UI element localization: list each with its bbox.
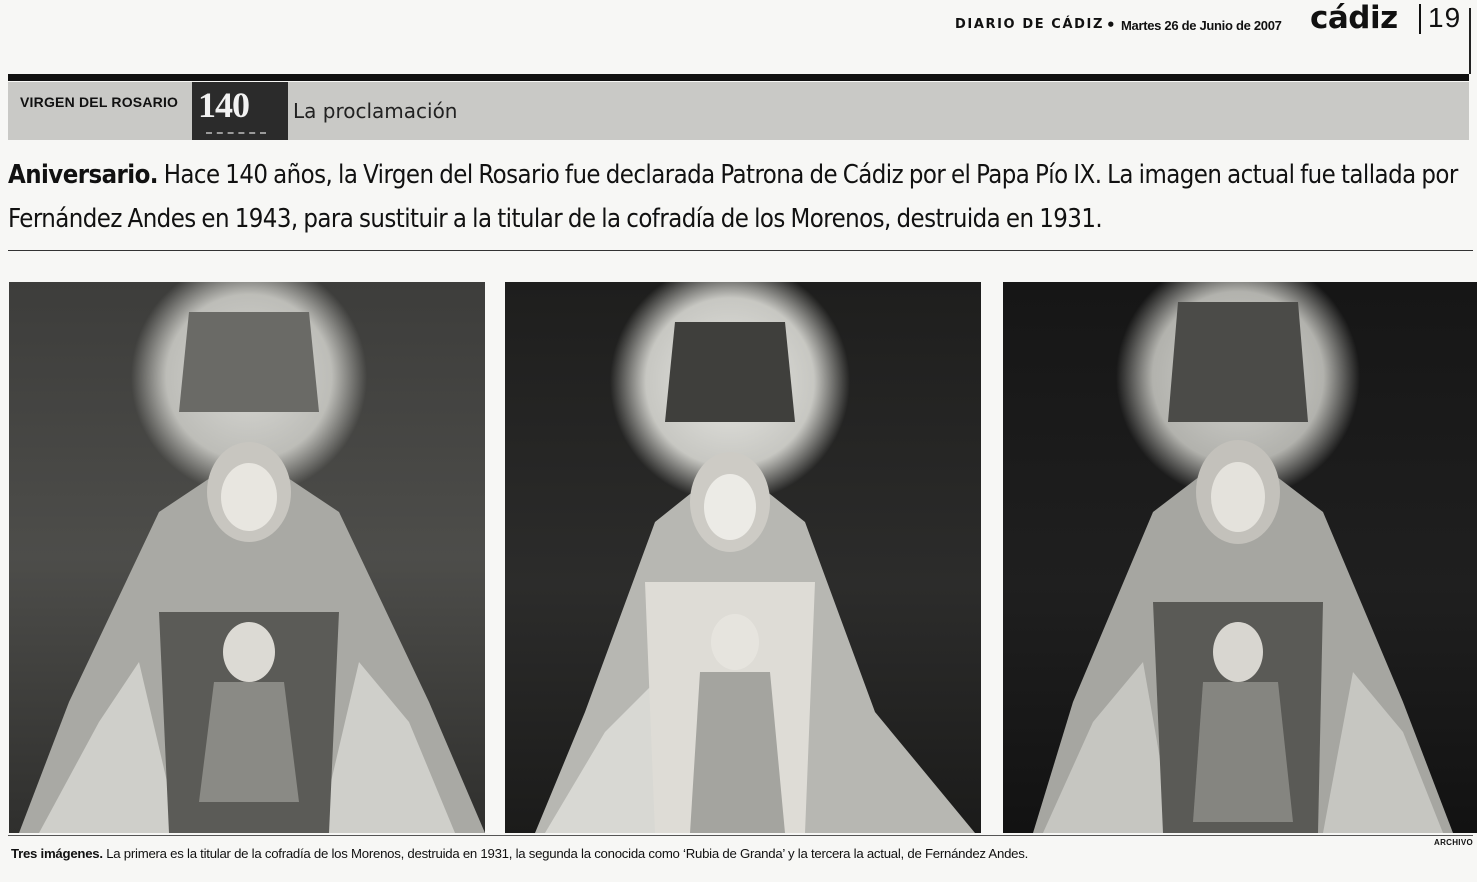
masthead	[0, 0, 1477, 70]
caption	[11, 846, 1431, 861]
headline-rule	[8, 250, 1473, 251]
headline	[8, 153, 1473, 241]
masthead-divider	[1419, 4, 1421, 34]
section-band	[8, 82, 1469, 140]
badge-number: 140	[198, 85, 249, 125]
page-edge-rule	[1469, 8, 1471, 74]
section-name: cádiz	[1310, 0, 1398, 36]
headline-lead: Aniversario.	[8, 160, 158, 190]
photo-credit: ARCHIVO	[1434, 838, 1473, 847]
masthead-separator: •	[1106, 16, 1116, 34]
photo-current-virgin	[1003, 282, 1477, 833]
caption-rule	[8, 835, 1473, 836]
caption-lead: Tres imágenes.	[11, 846, 103, 861]
page-number: 19	[1428, 2, 1462, 33]
headline-text: Hace 140 años, la Virgen del Rosario fue declarada Patrona de Cádiz por el Papa Pío IX. La imagen actual fue tallada por Fernández Andes en 1943, para sustituir a la titular de la cofradía de los Morenos, destruida en 1931.	[8, 160, 1458, 234]
photo-first-virgin	[9, 282, 485, 833]
top-rule	[8, 74, 1469, 81]
newspaper-name: DIARIO DE CÁDIZ	[955, 17, 1104, 32]
anniversary-badge	[192, 82, 288, 140]
photo-first-virgin-illustration	[9, 282, 485, 833]
issue-date: Martes 26 de Junio de 2007	[1121, 18, 1282, 33]
caption-text: La primera es la titular de la cofradía de los Morenos, destruida en 1931, la segunda la conocida como ‘Rubia de Granda’ y la tercera la actual, de Fernández Andes.	[106, 846, 1028, 861]
photo-rubia-de-granda	[505, 282, 981, 833]
photo-current-virgin-illustration	[1003, 282, 1477, 833]
photo-rubia-de-granda-illustration	[505, 282, 981, 833]
band-label: VIRGEN DEL ROSARIO	[20, 94, 179, 110]
badge-ornament	[206, 126, 266, 134]
band-title: La proclamación	[293, 99, 458, 123]
